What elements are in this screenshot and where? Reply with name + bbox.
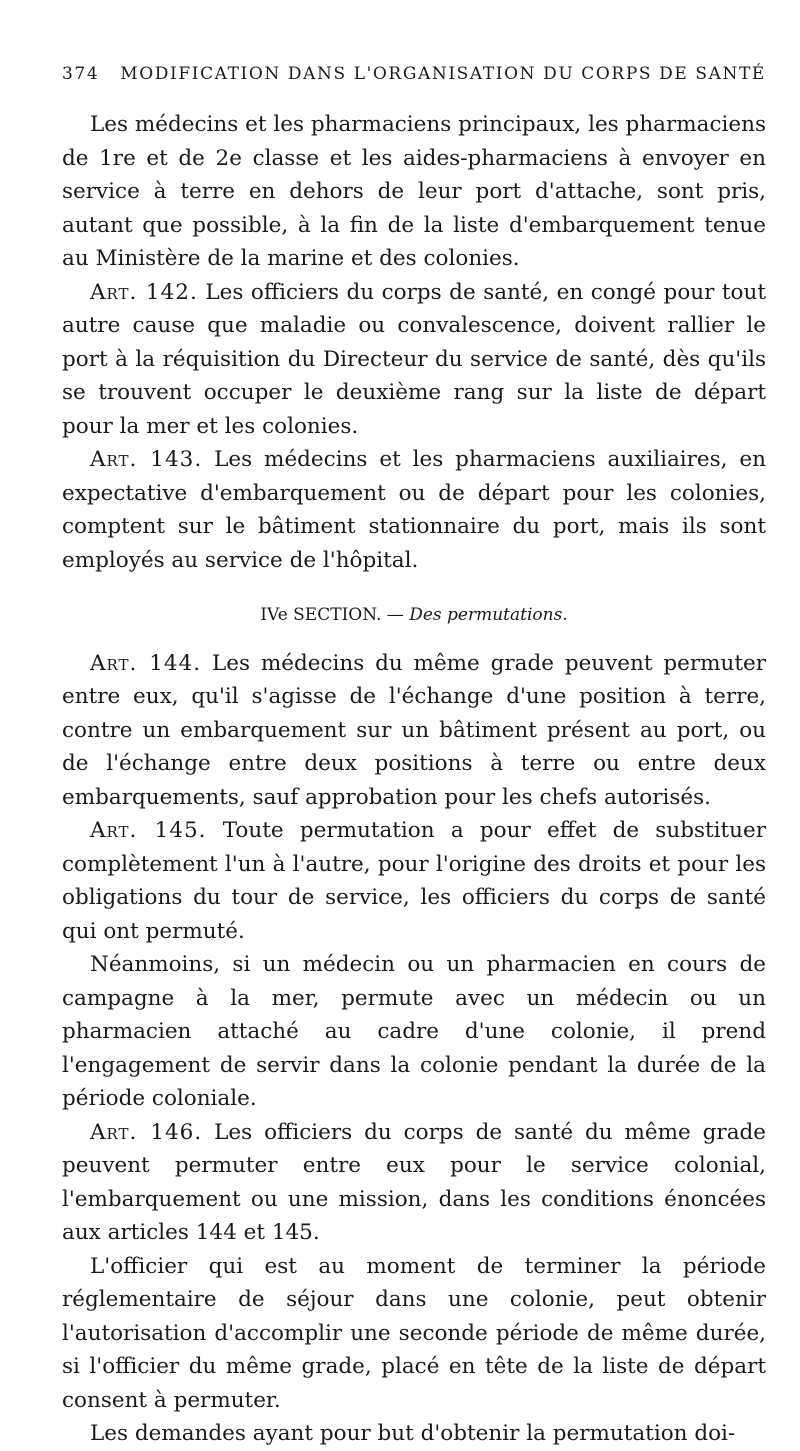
section-heading [62,599,766,633]
article-label: Art. 144. [90,650,202,676]
section-title: Des permutations. [409,605,568,625]
paragraph: Les demandes ayant pour but d'obtenir la permutation doi- [90,1421,736,1446]
article-144: Art. 144. Les médecins du même grade peuvent permuter entre eux, qu'il s'agisse de l'échange d'une position à terre, contre un embarquement sur un bâtiment présent au port, ou de l'échange entre deux positions à terre ou entre deux embarquements, sauf approbation pour les chefs autorisés. [62,650,766,810]
section-label: IVe SECTION. — [260,605,404,625]
page-number: 374 [62,64,100,84]
article-146: Art. 146. Les officiers du corps de santé du même grade peuvent permuter entre eux pour le service colonial, l'embarquement ou une mission, dans les conditions énoncées aux articles 144 et 145. [62,1119,767,1245]
article-label: Art. 143. [90,447,203,472]
article-145: Art. 145. Toute permutation a pour effet de substituer complètement l'un à l'autre, pour l'origine des droits et pour les obligations du tour de service, les officiers du corps de santé qui ont permuté. [62,818,766,944]
paragraph: Néanmoins, si un médecin ou un pharmacien en cours de campagne à la mer, permute avec un médecin ou un pharmacien attaché au cadre d'une colonie, il prend l'engagement de servir dans la colonie pendant la durée de la période coloniale. [62,952,766,1111]
article-label: Art. 142. [90,279,198,305]
paragraph: L'officier qui est au moment de terminer la période réglementaire de séjour dans une colonie, peut obtenir l'autorisation d'accomplir une seconde période de même durée, si l'officier du même grade, placé en tête de la liste de départ consent à permuter. [62,1253,766,1413]
article-142: Art. 142. Les officiers du corps de santé, en congé pour tout autre cause que maladie ou convalescence, doivent rallier le port à la réquisition du Directeur du service de santé, dès qu'ils se trouvent occuper le deuxième rang sur la liste de départ pour la mer et les colonies. [62,279,766,439]
article-143: Art. 143. Les médecins et les pharmaciens auxiliaires, en expectative d'embarquement ou de départ pour les colonies, comptent sur le bâtiment stationnaire du port, mais ils sont employés au service de l'hôpital. [62,447,766,573]
running-title: MODIFICATION DANS L'ORGANISATION DU CORPS DE SANTÉ [120,64,766,84]
running-header [62,64,766,84]
article-label: Art. 146. [90,1119,203,1145]
body-text [62,108,766,1451]
article-label: Art. 145. [90,818,207,843]
paragraph: Les médecins et les pharmaciens principaux, les pharmaciens de 1re et de 2e classe et les aides-pharmaciens à envoyer en service à terre en dehors de leur port d'attache, sont pris, autant que possible, à la fin de la liste d'embarquement tenue au Ministère de la marine et des colonies. [62,112,766,271]
